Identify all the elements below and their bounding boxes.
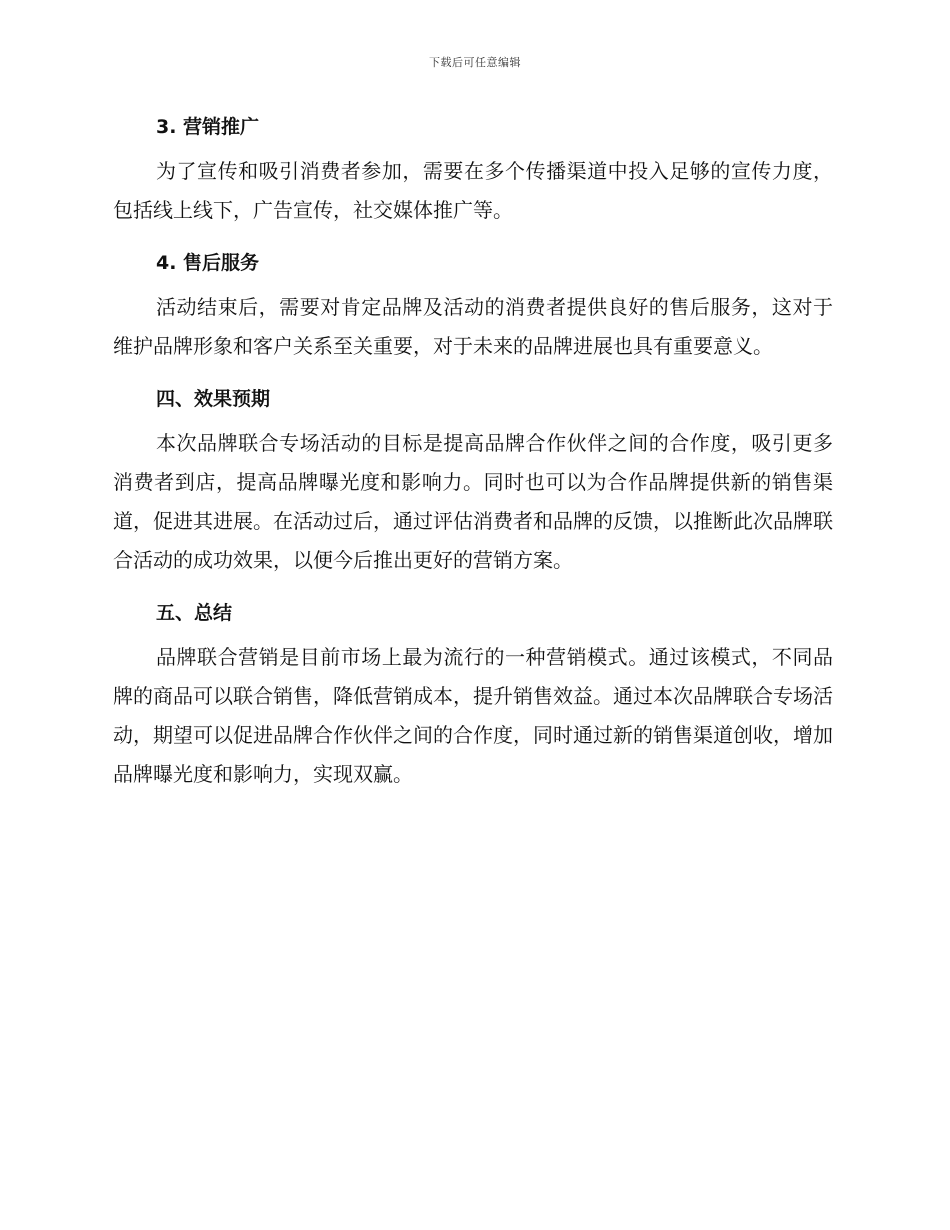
section-paragraph: 本次品牌联合专场活动的目标是提高品牌合作伙伴之间的合作度，吸引更多消费者到店，提高品牌曝光度和影响力。同时也可以为合作品牌提供新的销售渠道，促进其进展。在活动过后，通过评估消费者和品牌的反馈，以推断此次品牌联合活动的成功效果，以便今后推出更好的营销方案。 — [113, 431, 833, 572]
section-summary — [113, 594, 833, 794]
section-heading: 四、效果预期 — [156, 388, 271, 410]
section-expected-results — [113, 380, 833, 580]
section-after-sales-service — [113, 244, 833, 366]
section-marketing-promotion — [113, 108, 833, 230]
document-body — [113, 108, 833, 808]
section-paragraph: 为了宣传和吸引消费者参加，需要在多个传播渠道中投入足够的宣传力度，包括线上线下，广告宣传，社交媒体推广等。 — [113, 159, 833, 222]
section-paragraph: 品牌联合营销是目前市场上最为流行的一种营销模式。通过该模式，不同品牌的商品可以联合销售，降低营销成本，提升销售效益。通过本次品牌联合专场活动，期望可以促进品牌合作伙伴之间的合作度，同时通过新的销售渠道创收，增加品牌曝光度和影响力，实现双赢。 — [113, 645, 833, 786]
section-heading: 4. 售后服务 — [156, 252, 260, 274]
page-header: 下载后可任意编辑 — [429, 56, 521, 69]
section-heading: 五、总结 — [156, 602, 233, 624]
section-heading: 3. 营销推广 — [156, 116, 260, 138]
section-paragraph: 活动结束后，需要对肯定品牌及活动的消费者提供良好的售后服务，这对于维护品牌形象和客户关系至关重要，对于未来的品牌进展也具有重要意义。 — [113, 295, 833, 358]
